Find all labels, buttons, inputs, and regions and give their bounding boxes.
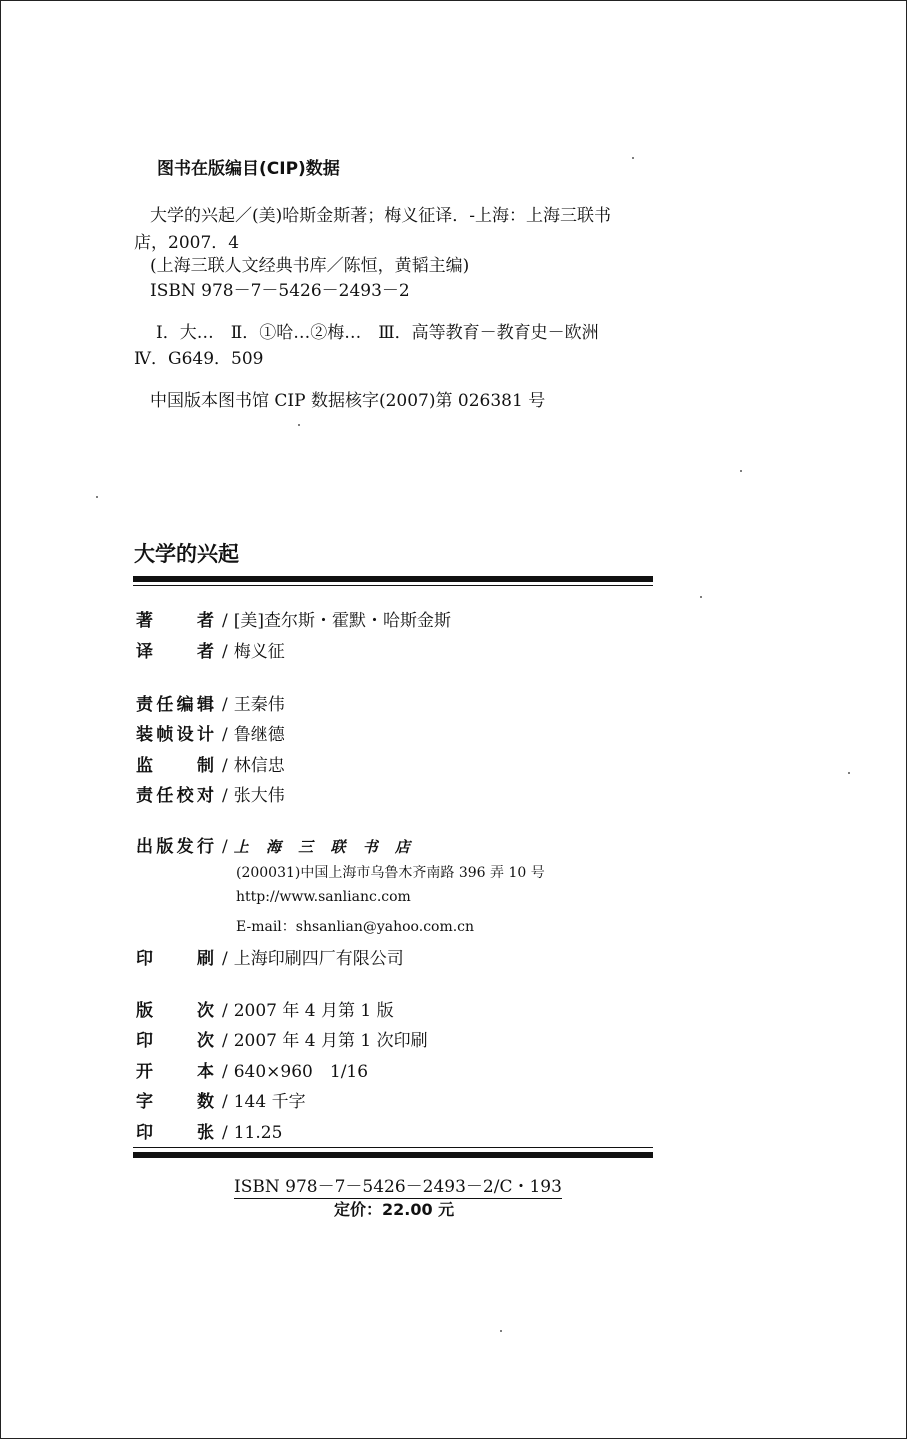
cip-line-1: 大学的兴起／(美)哈斯金斯著；梅义征译．-上海：上海三联书 xyxy=(150,206,612,226)
cip-line-7: 中国版本图书馆 CIP 数据核字(2007)第 026381 号 xyxy=(150,391,546,411)
credit-separator: / xyxy=(222,1092,228,1112)
title-rule-thin xyxy=(133,585,653,586)
scan-speck xyxy=(96,496,98,498)
print-key: 版 次 xyxy=(136,1001,214,1021)
scan-speck xyxy=(848,772,850,774)
cip-line-4: ISBN 978－7－5426－2493－2 xyxy=(150,281,410,301)
print-row-edition xyxy=(136,996,394,1021)
credit-value: 张大伟 xyxy=(233,786,285,806)
publisher-logo-text: 上 海 三 联 书 店 xyxy=(233,838,416,856)
credit-separator: / xyxy=(222,1123,228,1143)
credit-separator: / xyxy=(222,1062,228,1082)
credit-key: 责任校对 xyxy=(136,786,214,806)
cip-heading: 图书在版编目(CIP)数据 xyxy=(157,159,340,179)
credit-value: 梅义征 xyxy=(233,642,285,662)
credit-separator: / xyxy=(222,695,228,715)
print-value: 上海印刷四厂有限公司 xyxy=(233,949,404,969)
scan-speck xyxy=(700,596,702,598)
print-key: 印 刷 xyxy=(136,949,214,969)
credit-row-proofreader xyxy=(136,781,285,806)
credit-value: 王秦伟 xyxy=(233,695,285,715)
credit-row-supervisor xyxy=(136,751,285,776)
footer-rule-thin xyxy=(133,1147,653,1148)
publisher-key: 出版发行 xyxy=(136,837,214,857)
credit-separator: / xyxy=(222,642,228,662)
publisher-address: (200031)中国上海市乌鲁木齐南路 396 弄 10 号 xyxy=(236,865,545,881)
print-key: 印 张 xyxy=(136,1123,214,1143)
scan-speck xyxy=(740,470,742,472)
scan-speck xyxy=(500,1330,502,1332)
credit-value: 林信忠 xyxy=(233,756,285,776)
print-value: 144 千字 xyxy=(233,1092,306,1112)
title-rule-thick xyxy=(133,576,653,582)
credit-separator: / xyxy=(222,786,228,806)
credit-separator: / xyxy=(222,837,228,857)
credit-row-editor xyxy=(136,690,285,715)
credit-key: 译 者 xyxy=(136,642,214,662)
print-value: 640×960 1/16 xyxy=(233,1062,369,1082)
credit-separator: / xyxy=(222,725,228,745)
credit-row-designer xyxy=(136,720,285,745)
credit-separator: / xyxy=(222,756,228,776)
publisher-website: http://www.sanlianc.com xyxy=(236,889,411,905)
cip-line-2: 店，2007．4 xyxy=(134,233,240,253)
print-row-format xyxy=(136,1057,368,1082)
credit-separator: / xyxy=(222,949,228,969)
credit-separator: / xyxy=(222,1001,228,1021)
credit-row-translator xyxy=(136,637,285,662)
print-key: 开 本 xyxy=(136,1062,214,1082)
cip-line-3: (上海三联人文经典书库／陈恒，黄韬主编) xyxy=(150,256,470,276)
credit-key: 监 制 xyxy=(136,756,214,776)
credit-key: 著 者 xyxy=(136,611,214,631)
print-key: 印 次 xyxy=(136,1031,214,1051)
print-row-wordcount xyxy=(136,1087,306,1112)
print-row-sheets xyxy=(136,1118,282,1143)
print-value: 2007 年 4 月第 1 次印刷 xyxy=(233,1031,428,1051)
print-value: 2007 年 4 月第 1 版 xyxy=(233,1001,394,1021)
book-title: 大学的兴起 xyxy=(134,542,239,566)
print-value: 11.25 xyxy=(233,1123,283,1143)
footer-isbn: ISBN 978－7－5426－2493－2/C・193 xyxy=(234,1172,562,1199)
publisher-row xyxy=(136,832,416,857)
footer-price: 定价：22.00 元 xyxy=(334,1200,455,1219)
credit-value: 鲁继德 xyxy=(233,725,285,745)
credit-key: 装帧设计 xyxy=(136,725,214,745)
print-key: 字 数 xyxy=(136,1092,214,1112)
publisher-email: E-mail：shsanlian@yahoo.com.cn xyxy=(236,919,475,935)
scan-speck xyxy=(632,157,634,159)
credit-value: [美]查尔斯・霍默・哈斯金斯 xyxy=(233,611,451,631)
scan-speck xyxy=(298,424,300,426)
print-row-impression xyxy=(136,1026,428,1051)
print-row-printer xyxy=(136,944,404,969)
cip-line-5: Ⅰ．大… Ⅱ．①哈…②梅… Ⅲ．高等教育－教育史－欧洲 xyxy=(156,323,599,343)
credit-separator: / xyxy=(222,611,228,631)
cip-line-6: Ⅳ．G649．509 xyxy=(134,349,264,369)
credit-key: 责任编辑 xyxy=(136,695,214,715)
footer-rule-thick xyxy=(133,1152,653,1158)
credit-separator: / xyxy=(222,1031,228,1051)
credit-row-author xyxy=(136,606,451,631)
